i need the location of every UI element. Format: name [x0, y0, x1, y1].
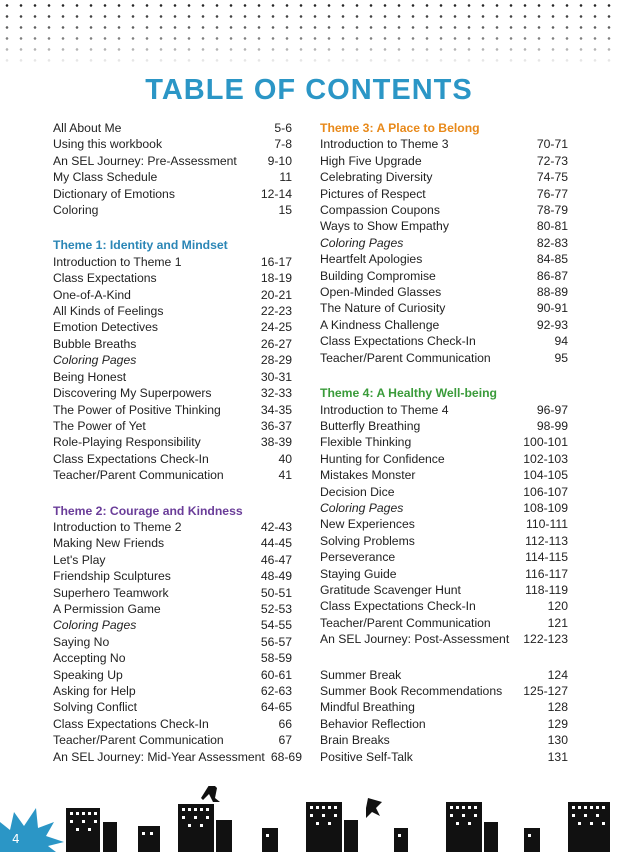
toc-entry-pages: 112-113 — [525, 533, 568, 548]
toc-entry — [320, 533, 568, 549]
toc-entry — [53, 749, 302, 765]
toc-entry-pages: 129 — [547, 716, 568, 731]
toc-entry — [53, 650, 292, 666]
toc-entry — [320, 251, 568, 267]
toc-entry-pages: 116-117 — [525, 566, 568, 581]
toc-entry-pages: 32-33 — [260, 386, 292, 401]
toc-entry-pages: 15 — [278, 203, 292, 218]
toc-entry — [320, 186, 568, 202]
toc-entry-pages: 67 — [278, 733, 292, 748]
toc-entry-title: Summer Break — [320, 667, 402, 682]
toc-entry — [320, 732, 568, 748]
toc-entry — [320, 136, 568, 152]
toc-entry-pages: 62-63 — [260, 684, 292, 698]
toc-entry — [53, 519, 292, 535]
toc-entry-pages: 18-19 — [260, 271, 292, 286]
toc-entry — [320, 169, 568, 185]
dot-pattern-header — [0, 0, 618, 66]
toc-entry-title: Teacher/Parent Communication — [320, 350, 491, 365]
toc-entry — [320, 218, 568, 234]
toc-entry-title: Compassion Coupons — [320, 203, 440, 218]
theme2-section — [53, 519, 302, 765]
toc-entry — [53, 303, 292, 319]
toc-entry — [53, 585, 292, 601]
toc-entry-title: All About Me — [53, 121, 122, 135]
toc-entry — [53, 716, 292, 732]
toc-left-column — [53, 120, 302, 765]
toc-entry — [320, 749, 568, 765]
toc-entry — [53, 287, 292, 303]
toc-entry-title: Coloring — [53, 203, 99, 218]
toc-entry — [53, 319, 292, 335]
toc-entry-pages: 106-107 — [523, 484, 568, 499]
toc-entry-title: Speaking Up — [53, 667, 123, 682]
toc-entry — [320, 516, 568, 532]
toc-entry — [320, 451, 568, 467]
toc-entry-title: Open-Minded Glasses — [320, 285, 442, 300]
toc-entry-title: An SEL Journey: Pre-Assessment — [53, 153, 237, 168]
toc-entry-title: My Class Schedule — [53, 170, 158, 185]
toc-entry — [320, 300, 568, 316]
toc-entry-pages: 130 — [547, 733, 568, 748]
theme3-heading: Theme 3: A Place to Belong — [320, 121, 480, 135]
toc-entry — [320, 202, 568, 218]
toc-entry-pages: 102-103 — [523, 451, 568, 466]
toc-entry-pages: 7-8 — [274, 137, 292, 152]
toc-entry-pages: 40 — [278, 451, 292, 466]
toc-entry-title: Mistakes Monster — [320, 468, 416, 483]
toc-entry-title: Making New Friends — [53, 536, 165, 551]
toc-entry-title: Introduction to Theme 3 — [320, 137, 449, 152]
toc-entry-pages: 131 — [547, 749, 568, 764]
toc-entry — [320, 268, 568, 284]
toc-entry — [320, 317, 568, 333]
toc-entry — [320, 418, 568, 434]
toc-entry-title: Solving Conflict — [53, 700, 137, 715]
toc-entry — [53, 120, 292, 136]
theme3-section — [320, 136, 568, 366]
toc-entry-title: Emotion Detectives — [53, 320, 158, 335]
toc-entry — [53, 667, 292, 683]
toc-entry-title: Role-Playing Responsibility — [53, 435, 201, 450]
toc-entry-pages: 58-59 — [260, 651, 292, 666]
city-skyline-illustration — [0, 786, 618, 852]
toc-entry — [320, 615, 568, 631]
toc-entry-pages: 108-109 — [523, 500, 568, 515]
toc-entry-title: Introduction to Theme 4 — [320, 402, 449, 417]
toc-entry — [53, 270, 292, 286]
toc-entry-title: Discovering My Superpowers — [53, 386, 212, 401]
toc-entry-pages: 95 — [554, 350, 568, 365]
toc-entry — [53, 369, 292, 385]
toc-entry — [320, 631, 568, 647]
toc-entry-title: Being Honest — [53, 369, 127, 384]
toc-entry-pages: 70-71 — [536, 137, 568, 152]
toc-entry — [320, 434, 568, 450]
toc-entry — [53, 418, 292, 434]
toc-entry-title: Introduction to Theme 1 — [53, 254, 182, 269]
toc-entry-pages: 96-97 — [536, 402, 568, 417]
toc-entry — [53, 601, 292, 617]
toc-entry-pages: 48-49 — [260, 569, 292, 584]
toc-entry-title: Coloring Pages — [320, 500, 404, 515]
toc-entry-title: Coloring Pages — [53, 353, 137, 368]
toc-entry — [53, 732, 292, 748]
toc-entry-title: Bubble Breaths — [53, 336, 137, 351]
toc-entry — [320, 683, 568, 699]
toc-entry-title: Celebrating Diversity — [320, 170, 433, 185]
toc-entry-title: Solving Problems — [320, 533, 415, 548]
toc-entry-pages: 125-127 — [523, 684, 568, 698]
toc-entry-title: Behavior Reflection — [320, 716, 426, 731]
toc-entry — [53, 568, 292, 584]
toc-entry-pages: 60-61 — [260, 667, 292, 682]
toc-entry-title: Superhero Teamwork — [53, 585, 169, 600]
intro-section — [53, 120, 292, 218]
toc-entry-pages: 64-65 — [260, 700, 292, 715]
theme2-heading: Theme 2: Courage and Kindness — [53, 503, 243, 518]
toc-entry-pages: 118-119 — [525, 582, 568, 597]
theme1-heading: Theme 1: Identity and Mindset — [53, 238, 228, 253]
toc-entry-title: Teacher/Parent Communication — [53, 733, 224, 748]
toc-entry-title: High Five Upgrade — [320, 153, 422, 168]
toc-entry-title: Let's Play — [53, 552, 106, 567]
toc-entry — [320, 333, 568, 349]
toc-entry-title: Flexible Thinking — [320, 435, 412, 450]
toc-entry-title: All Kinds of Feelings — [53, 304, 164, 319]
toc-entry — [53, 634, 292, 650]
toc-entry — [53, 153, 292, 169]
toc-entry — [53, 402, 292, 418]
toc-entry-title: Positive Self-Talk — [320, 749, 413, 764]
toc-right-column — [320, 120, 568, 765]
toc-entry — [320, 549, 568, 565]
toc-entry-pages: 24-25 — [260, 320, 292, 335]
toc-entry-title: Gratitude Scavenger Hunt — [320, 582, 461, 597]
toc-entry-title: Heartfelt Apologies — [320, 252, 423, 267]
starburst-icon — [0, 808, 66, 852]
toc-entry — [320, 582, 568, 598]
toc-entry-pages: 100-101 — [523, 435, 568, 450]
toc-entry — [53, 699, 292, 715]
toc-entry — [320, 484, 568, 500]
toc-entry-pages: 92-93 — [536, 317, 568, 332]
toc-entry-pages: 16-17 — [260, 254, 292, 269]
toc-entry-pages: 12-14 — [260, 186, 292, 201]
toc-entry-pages: 124 — [547, 667, 568, 682]
toc-entry-pages: 44-45 — [260, 536, 292, 551]
toc-entry-pages: 50-51 — [260, 585, 292, 600]
toc-entry-title: Decision Dice — [320, 484, 395, 499]
toc-entry-title: Teacher/Parent Communication — [320, 615, 491, 630]
toc-entry-title: Class Expectations Check-In — [320, 334, 476, 349]
toc-entry-title: Class Expectations — [53, 271, 157, 286]
toc-entry-title: Class Expectations Check-In — [53, 716, 209, 731]
toc-entry-pages: 84-85 — [536, 252, 568, 267]
toc-entry — [320, 667, 568, 683]
toc-entry — [53, 352, 292, 368]
toc-entry-pages: 82-83 — [536, 235, 568, 250]
toc-entry — [53, 186, 292, 202]
toc-entry-pages: 26-27 — [260, 336, 292, 351]
toc-entry-pages: 120 — [547, 599, 568, 614]
toc-entry-pages: 41 — [278, 468, 292, 483]
toc-entry-title: The Power of Positive Thinking — [53, 402, 221, 417]
theme1-section — [53, 254, 292, 484]
toc-entry — [53, 202, 292, 218]
toc-entry — [53, 254, 292, 270]
toc-entry-pages: 68-69 — [270, 749, 302, 764]
toc-entry-title: A Kindness Challenge — [320, 317, 440, 332]
toc-entry-pages: 46-47 — [260, 552, 292, 567]
toc-entry-pages: 36-37 — [260, 418, 292, 433]
toc-entry — [53, 169, 292, 185]
toc-entry-pages: 98-99 — [536, 418, 568, 433]
toc-entry-pages: 74-75 — [536, 170, 568, 185]
toc-entry — [53, 434, 292, 450]
toc-entry-pages: 5-6 — [274, 121, 292, 135]
extras-section — [320, 667, 568, 765]
toc-entry-title: Summer Book Recommendations — [320, 684, 503, 698]
toc-entry — [320, 467, 568, 483]
toc-entry-title: An SEL Journey: Mid-Year Assessment — [53, 749, 265, 764]
theme4-section — [320, 402, 568, 648]
toc-entry — [53, 136, 292, 152]
toc-entry-title: Coloring Pages — [320, 235, 404, 250]
toc-entry — [320, 500, 568, 516]
toc-entry — [320, 402, 568, 418]
toc-entry — [53, 683, 292, 699]
toc-entry — [53, 617, 292, 633]
toc-entry-pages: 20-21 — [260, 287, 292, 302]
toc-entry — [53, 451, 292, 467]
toc-entry-title: Asking for Help — [53, 684, 136, 698]
toc-entry — [53, 385, 292, 401]
toc-entry-title: New Experiences — [320, 517, 415, 532]
toc-entry-pages: 72-73 — [536, 153, 568, 168]
toc-entry-pages: 128 — [547, 700, 568, 715]
toc-entry — [320, 235, 568, 251]
toc-entry-title: Hunting for Confidence — [320, 451, 445, 466]
toc-entry-title: The Power of Yet — [53, 418, 146, 433]
toc-entry-pages: 66 — [278, 716, 292, 731]
page-number: 4 — [12, 832, 20, 846]
toc-entry-pages: 122-123 — [523, 632, 568, 647]
toc-entry — [53, 552, 292, 568]
toc-entry-title: A Permission Game — [53, 601, 161, 616]
toc-entry-pages: 86-87 — [536, 268, 568, 283]
toc-entry-title: An SEL Journey: Post-Assessment — [320, 632, 510, 647]
toc-entry — [320, 699, 568, 715]
toc-entry-pages: 90-91 — [536, 301, 568, 316]
toc-entry — [320, 598, 568, 614]
toc-entry-pages: 30-31 — [260, 369, 292, 384]
toc-entry-pages: 9-10 — [267, 153, 292, 168]
toc-entry-title: One-of-A-Kind — [53, 287, 131, 302]
toc-entry-pages: 80-81 — [536, 219, 568, 234]
toc-entry-title: Friendship Sculptures — [53, 569, 171, 584]
toc-entry-title: Using this workbook — [53, 137, 163, 152]
toc-entry-title: Introduction to Theme 2 — [53, 519, 182, 534]
toc-entry-pages: 121 — [547, 615, 568, 630]
toc-entry-title: Class Expectations Check-In — [53, 451, 209, 466]
toc-entry-pages: 114-115 — [525, 550, 568, 565]
toc-entry-title: Accepting No — [53, 651, 126, 666]
toc-entry — [320, 284, 568, 300]
toc-entry — [53, 535, 292, 551]
toc-entry-pages: 56-57 — [260, 634, 292, 649]
toc-entry-pages: 11 — [279, 170, 292, 185]
toc-entry-title: Teacher/Parent Communication — [53, 468, 224, 483]
toc-entry-pages: 88-89 — [536, 285, 568, 300]
toc-entry-title: Butterfly Breathing — [320, 418, 421, 433]
toc-entry-pages: 22-23 — [260, 304, 292, 319]
toc-entry-pages: 34-35 — [260, 402, 292, 417]
toc-entry-title: Class Expectations Check-In — [320, 599, 476, 614]
toc-entry-title: Saying No — [53, 634, 110, 649]
toc-entry-title: Mindful Breathing — [320, 700, 415, 715]
toc-entry-title: Building Compromise — [320, 268, 436, 283]
toc-entry-pages: 38-39 — [260, 435, 292, 450]
toc-entry — [53, 336, 292, 352]
toc-entry — [320, 566, 568, 582]
toc-entry — [53, 467, 292, 483]
toc-entry-pages: 42-43 — [260, 519, 292, 534]
toc-entry-pages: 110-111 — [525, 517, 568, 532]
toc-entry-title: Ways to Show Empathy — [320, 219, 449, 234]
page-title: TABLE OF CONTENTS — [145, 74, 473, 106]
toc-entry-pages: 104-105 — [523, 468, 568, 483]
toc-entry-pages: 76-77 — [536, 186, 568, 201]
theme4-heading: Theme 4: A Healthy Well-being — [320, 386, 497, 401]
toc-entry — [320, 153, 568, 169]
toc-entry — [320, 350, 568, 366]
toc-entry-pages: 52-53 — [260, 601, 292, 616]
toc-entry-title: Perseverance — [320, 550, 396, 565]
toc-entry — [320, 716, 568, 732]
toc-entry-title: Coloring Pages — [53, 618, 137, 633]
toc-entry-title: Dictionary of Emotions — [53, 186, 175, 201]
toc-entry-pages: 28-29 — [260, 353, 292, 368]
toc-entry-pages: 94 — [554, 334, 568, 349]
toc-entry-title: Staying Guide — [320, 566, 397, 581]
toc-entry-pages: 78-79 — [536, 203, 568, 218]
toc-entry-pages: 54-55 — [260, 618, 292, 633]
toc-entry-title: Brain Breaks — [320, 733, 390, 748]
toc-entry-title: The Nature of Curiosity — [320, 301, 446, 316]
toc-entry-title: Pictures of Respect — [320, 186, 426, 201]
